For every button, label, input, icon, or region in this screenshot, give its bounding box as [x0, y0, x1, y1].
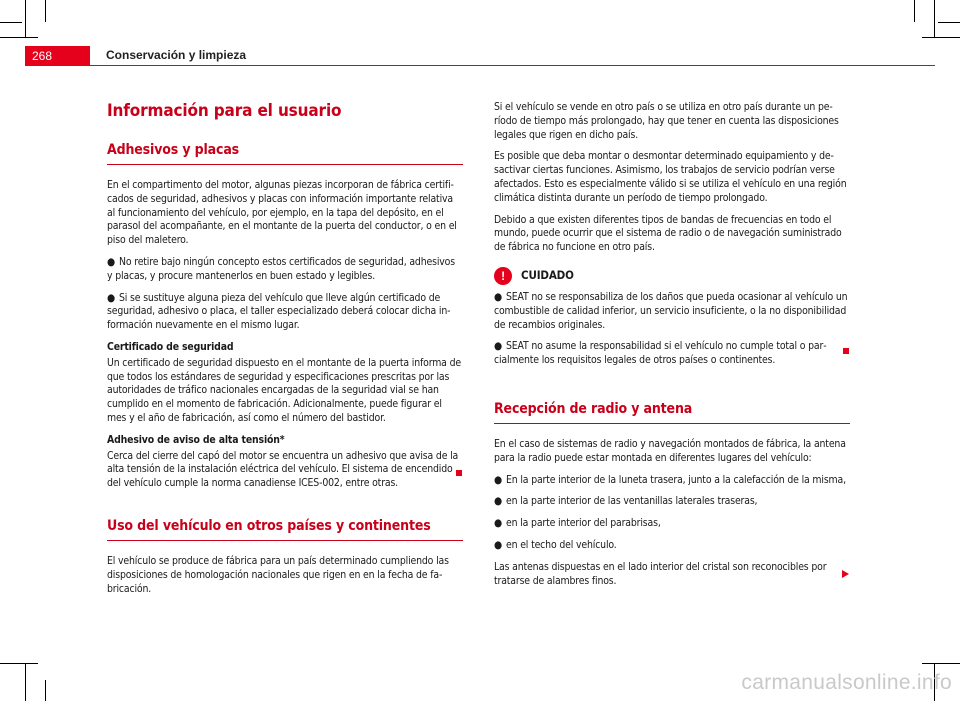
list-item-text: SEAT no se responsabiliza de los daños que pueda ocasionar al vehículo un combustible de calidad inferior, un servicio insuficiente, o la no disponibilidad de recambios originales. — [494, 290, 848, 331]
section-rule — [494, 423, 850, 424]
list-item-text: SEAT no asume la responsabilidad si el vehículo no cumple total o parcialmente los requisitos legales de otros países o continentes. — [494, 340, 827, 367]
left-column — [107, 101, 463, 604]
crop-mark — [914, 0, 915, 22]
bullet-icon: ● — [494, 340, 503, 353]
section-title: Adhesivos y placas — [107, 142, 240, 158]
bullet-icon: ● — [107, 291, 116, 304]
bullet-icon: ● — [494, 290, 503, 303]
paragraph: Debido a que existen diferentes tipos de bandas de frecuencias en todo el mundo, puede ocurrir que el sistema de radio o de navegación suministrado de fábrica no funcione en otro país. — [494, 213, 842, 254]
list-item-text: No retire bajo ningún concepto estos certificados de seguridad, adhesivos y placas, y procure mantenerlos en buen estado y legibles. — [107, 255, 455, 282]
crop-mark — [45, 0, 46, 22]
warning-icon: ! — [494, 267, 512, 285]
bullet-icon: ● — [107, 255, 116, 268]
right-column — [494, 101, 850, 596]
crop-mark — [25, 663, 26, 701]
section-rule — [107, 164, 463, 165]
list-item-text: en el techo del vehículo. — [506, 538, 617, 551]
header-rule — [90, 65, 935, 66]
subheading: Certificado de seguridad — [107, 340, 234, 353]
list-item-text: en la parte interior del parabrisas, — [506, 517, 661, 530]
list-item-text: En la parte interior de la luneta trasera, junto a la calefacción de la misma, — [506, 473, 846, 486]
crop-mark — [922, 663, 960, 664]
crop-mark — [0, 22, 22, 23]
paragraph: Las antenas dispuestas en el lado interior del cristal son reconocibles por tratarse de alambres finos. — [494, 560, 827, 587]
running-header: Conservación y limpieza — [106, 48, 247, 62]
list-item — [107, 292, 463, 333]
bullet-icon: ● — [494, 495, 503, 508]
end-of-section-mark — [843, 348, 849, 354]
crop-mark — [45, 680, 46, 701]
crop-mark — [938, 22, 960, 23]
continue-arrow-icon — [842, 570, 849, 578]
paragraph: En el compartimento del motor, algunas piezas incorporan de fábrica certificados de seguridad, adhesivos y placas con información importante relativa al funcionamiento del vehículo, por ejemplo, en la tapa del depósito, en el parasol del acompañante, en el montante de la puerta del conductor, o en el piso del maletero. — [107, 179, 457, 247]
section-title: Uso del vehículo en otros países y continentes — [107, 517, 431, 534]
paragraph: El vehículo se produce de fábrica para un país determinado cumpliendo las disposiciones de homologación nacionales que rigen en en la fecha de fabricación. — [107, 554, 449, 595]
watermark: carmanualsonline.info — [741, 671, 952, 694]
list-item — [494, 291, 850, 332]
paragraph: Cerca del cierre del capó del motor se encuentra un adhesivo que avisa de la alta tensión de la instalación eléctrica del vehículo. El sistema de encendido del vehículo cumple la norma canadiense ICES-002, entre otras. — [107, 449, 459, 490]
list-item — [494, 517, 850, 531]
page-number: 268 — [25, 46, 90, 66]
section-title: Recepción de radio y antena — [494, 400, 693, 417]
bullet-icon: ● — [494, 517, 503, 530]
crop-mark — [0, 37, 38, 38]
crop-mark — [25, 0, 26, 38]
list-item — [494, 340, 850, 368]
bullet-icon: ● — [494, 538, 503, 551]
list-item — [494, 539, 850, 553]
list-item — [107, 256, 463, 284]
list-item-text: en la parte interior de las ventanillas laterales traseras, — [506, 495, 758, 508]
paragraph: Un certificado de seguridad dispuesto en el montante de la puerta informa de que todos los estándares de seguridad y especificaciones prescritas por las autoridades de tráfico nacionales encargadas de la seguridad vial se han cumplido en el momento de fabricación. Adicionalmente, puede figurar el mes y el año de fabricación, así como el número del bastidor. — [107, 356, 461, 424]
list-item-text: Si se sustituye alguna pieza del vehículo que lleve algún certificado de seguridad, adhesivo o placa, el taller especializado deberá colocar dicha información nuevamente en el mismo lugar. — [107, 291, 451, 332]
bullet-icon: ● — [494, 473, 503, 486]
caution-header — [494, 267, 850, 285]
section-rule — [107, 540, 463, 541]
paragraph: En el caso de sistemas de radio y navegación montados de fábrica, la antena para la radio puede estar montada en diferentes lugares del vehículo: — [494, 437, 846, 464]
list-item — [494, 495, 850, 509]
paragraph: Si el vehículo se vende en otro país o se utiliza en otro país durante un período de tiempo más prolongado, hay que tener en cuenta las disposiciones legales que rigen en dicho país. — [494, 101, 839, 141]
caution-label: CUIDADO — [521, 268, 574, 283]
crop-mark — [0, 663, 38, 664]
main-title: Información para el usuario — [107, 101, 342, 121]
crop-mark — [922, 37, 960, 38]
paragraph: Es posible que deba montar o desmontar determinado equipamiento y desactivar ciertas funciones. Asimismo, los trabajos de servicio podrían verse afectados. Esto es especialmente válido si se utiliza el vehículo en una región climática distinta durante un período de tiempo prolongado. — [494, 150, 847, 204]
subheading: Adhesivo de aviso de alta tensión* — [107, 433, 285, 446]
list-item — [494, 474, 850, 488]
end-of-section-mark — [456, 470, 462, 476]
crop-mark — [934, 0, 935, 38]
